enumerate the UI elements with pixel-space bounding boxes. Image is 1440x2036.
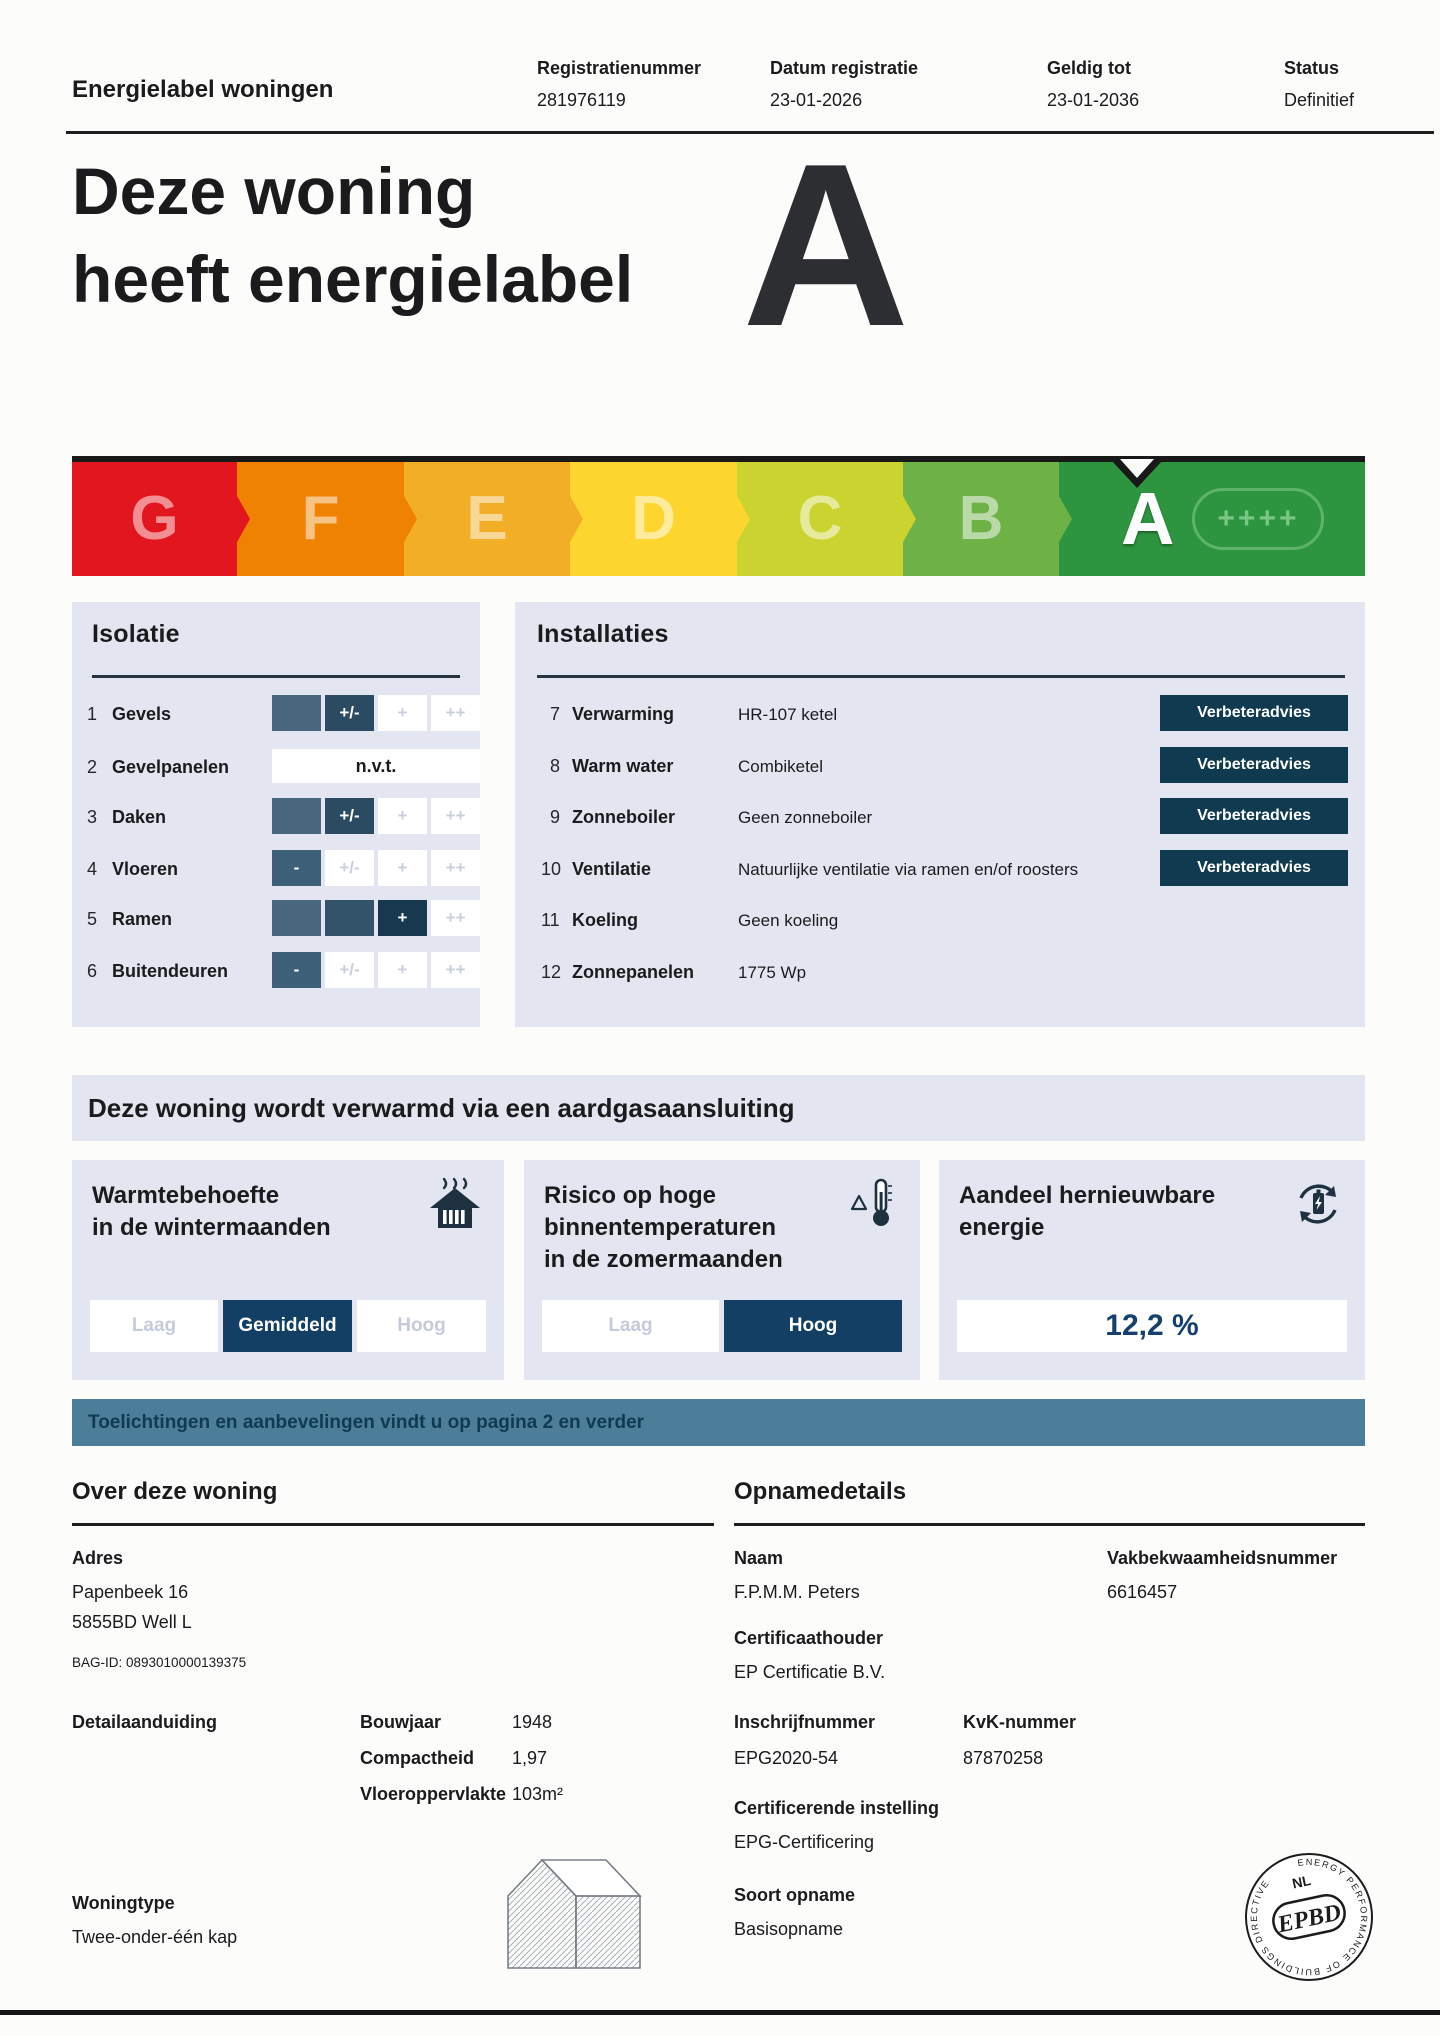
isolatie-row-number: 6 bbox=[87, 961, 98, 981]
warmtebehoefte-title bbox=[92, 1180, 331, 1244]
compactheid-label: Compactheid bbox=[360, 1748, 475, 1768]
scale-segment-e bbox=[404, 462, 570, 576]
rating-cell bbox=[272, 798, 321, 834]
installaties-row-label: Zonnepanelen bbox=[572, 962, 695, 982]
hernieuwbare-energie-panel bbox=[939, 1160, 1365, 1380]
rating-cell: + bbox=[378, 952, 427, 988]
opnamedetails-divider bbox=[734, 1523, 1365, 1526]
woningtype-label: Woningtype bbox=[72, 1893, 175, 1913]
compactheid-value: 1,97 bbox=[512, 1748, 548, 1768]
scale-segment-b bbox=[903, 462, 1059, 576]
over-deze-woning-heading: Over deze woning bbox=[72, 1478, 278, 1505]
inschrijfnummer-value: EPG2020-54 bbox=[734, 1748, 839, 1768]
registration-date-label: Datum registratie bbox=[770, 58, 919, 78]
installaties-row-value: Combiketel bbox=[738, 757, 824, 776]
installaties-row-value: Natuurlijke ventilatie via ramen en/of roosters bbox=[738, 860, 1079, 879]
registration-number-value: 281976119 bbox=[537, 90, 626, 110]
vloeroppervlakte-value: 103m² bbox=[512, 1784, 564, 1804]
isolatie-row-label: Vloeren bbox=[112, 859, 179, 879]
energy-scale bbox=[72, 456, 1365, 576]
option-gemiddeld-selected: Gemiddeld bbox=[223, 1300, 352, 1352]
installaties-row-value: Geen koeling bbox=[738, 911, 839, 930]
isolatie-row-label: Buitendeuren bbox=[112, 961, 229, 981]
isolatie-row-label: Ramen bbox=[112, 909, 173, 929]
installaties-row-number: 12 bbox=[541, 962, 562, 982]
rating-cell: +/- bbox=[325, 850, 374, 886]
installaties-row-value: Geen zonneboiler bbox=[738, 808, 873, 827]
risico-title-line2: binnentemperaturen bbox=[544, 1214, 777, 1241]
document-title: Energielabel woningen bbox=[72, 76, 334, 103]
rating-scale-buitendeuren bbox=[272, 952, 480, 988]
rating-cell-active: +/- bbox=[325, 798, 374, 834]
toelichtingen-banner bbox=[72, 1399, 1365, 1446]
scale-segment-c bbox=[737, 462, 903, 576]
verbeteradvies-button[interactable]: Verbeteradvies bbox=[1160, 695, 1348, 731]
warmtebehoefte-selector bbox=[90, 1300, 486, 1352]
installaties-row-number: 8 bbox=[550, 756, 561, 776]
rating-cell: ++ bbox=[431, 850, 480, 886]
naam-value: F.P.M.M. Peters bbox=[734, 1582, 860, 1602]
scale-letter-g: G bbox=[130, 484, 179, 553]
valid-until-value: 23-01-2036 bbox=[1047, 90, 1140, 110]
bouwjaar-value: 1948 bbox=[512, 1712, 553, 1732]
energy-label-letter: A bbox=[742, 116, 910, 375]
isolatie-row-number: 3 bbox=[87, 807, 98, 827]
vloeroppervlakte-label: Vloeroppervlakte bbox=[360, 1784, 507, 1804]
hernieuwbaar-title bbox=[959, 1180, 1215, 1244]
risico-title bbox=[544, 1180, 783, 1276]
isolatie-heading: Isolatie bbox=[92, 620, 180, 648]
adres-label: Adres bbox=[72, 1548, 124, 1568]
installaties-row-number: 11 bbox=[541, 910, 560, 930]
valid-until-label: Geldig tot bbox=[1047, 58, 1131, 78]
scale-letter-a: A bbox=[1121, 477, 1175, 560]
scale-letter-d: D bbox=[631, 484, 676, 553]
installaties-row-number: 10 bbox=[541, 859, 562, 879]
option-laag: Laag bbox=[542, 1300, 719, 1352]
installaties-row-value: 1775 Wp bbox=[738, 963, 807, 982]
gas-connection-text: Deze woning wordt verwarmd via een aardgasaansluiting bbox=[88, 1092, 795, 1123]
seal-center-text: EPBD bbox=[1275, 1899, 1344, 1939]
hero-title-line1: Deze woning bbox=[72, 154, 476, 228]
toelichtingen-text: Toelichtingen en aanbevelingen vindt u op pagina 2 en verder bbox=[88, 1411, 645, 1433]
kvk-nummer-value: 87870258 bbox=[963, 1748, 1044, 1768]
option-hoog-selected: Hoog bbox=[724, 1300, 902, 1352]
thermometer-warning-icon bbox=[846, 1176, 900, 1230]
scale-letter-b: B bbox=[958, 484, 1004, 553]
risico-title-line1: Risico op hoge bbox=[544, 1182, 717, 1209]
hernieuwbaar-title-line2: energie bbox=[959, 1214, 1045, 1241]
installaties-divider bbox=[537, 675, 1345, 678]
option-hoog: Hoog bbox=[357, 1300, 486, 1352]
installaties-row-label: Koeling bbox=[572, 910, 638, 930]
risico-title-line3: in de zomermaanden bbox=[544, 1246, 783, 1273]
rating-cell: ++ bbox=[431, 798, 480, 834]
house-sketch bbox=[490, 1840, 655, 1980]
certificaathouder-value: EP Certificatie B.V. bbox=[734, 1662, 886, 1682]
soort-opname-value: Basisopname bbox=[734, 1919, 844, 1939]
rating-scale-ramen bbox=[272, 900, 480, 936]
isolatie-row-label: Gevels bbox=[112, 704, 172, 724]
installaties-row-value: HR-107 ketel bbox=[738, 705, 838, 724]
rating-cell: + bbox=[378, 798, 427, 834]
rating-cell: +/- bbox=[325, 952, 374, 988]
certificerende-instelling-value: EPG-Certificering bbox=[734, 1832, 875, 1852]
rating-cell: + bbox=[378, 695, 427, 731]
rating-scale-vloeren bbox=[272, 850, 480, 886]
rating-scale-daken bbox=[272, 798, 480, 834]
registration-number-label: Registratienummer bbox=[537, 58, 702, 78]
hero-title-line2: heeft energielabel bbox=[72, 242, 634, 316]
warmtebehoefte-title-line2: in de wintermaanden bbox=[92, 1214, 331, 1241]
scale-letter-c: C bbox=[797, 484, 843, 553]
isolatie-panel bbox=[72, 602, 480, 1027]
vakbekwaamheidsnummer-label: Vakbekwaamheidsnummer bbox=[1107, 1548, 1338, 1568]
inschrijfnummer-label: Inschrijfnummer bbox=[734, 1712, 876, 1732]
rating-cell bbox=[325, 900, 374, 936]
adres-line1: Papenbeek 16 bbox=[72, 1582, 189, 1602]
risico-selector bbox=[542, 1300, 902, 1352]
naam-label: Naam bbox=[734, 1548, 784, 1568]
rating-cell-active: +/- bbox=[325, 695, 374, 731]
detailaanduiding-label: Detailaanduiding bbox=[72, 1712, 218, 1732]
scale-segment-f bbox=[237, 462, 404, 576]
installaties-panel bbox=[515, 602, 1365, 1027]
page-header bbox=[0, 0, 1440, 135]
installaties-row-label: Warm water bbox=[572, 756, 674, 776]
rating-scale-gevels bbox=[272, 695, 480, 731]
scale-letter-e: E bbox=[466, 484, 508, 553]
isolatie-row-label: Gevelpanelen bbox=[112, 757, 230, 777]
isolatie-row-number: 4 bbox=[87, 859, 98, 879]
woningtype-value: Twee-onder-één kap bbox=[72, 1927, 238, 1947]
soort-opname-label: Soort opname bbox=[734, 1885, 856, 1905]
certificaathouder-label: Certificaathouder bbox=[734, 1628, 884, 1648]
registration-date-value: 23-01-2026 bbox=[770, 90, 863, 110]
plus-plus-plus-plus-badge bbox=[1192, 488, 1324, 550]
certificerende-instelling-label: Certificerende instelling bbox=[734, 1798, 940, 1818]
gas-connection-banner bbox=[72, 1075, 1365, 1141]
installaties-heading: Installaties bbox=[537, 620, 669, 648]
seal-country: NL bbox=[1290, 1872, 1313, 1892]
isolatie-divider bbox=[92, 675, 460, 678]
isolatie-row-number: 2 bbox=[87, 757, 98, 777]
adres-line2: 5855BD Well L bbox=[72, 1612, 192, 1632]
bag-id: BAG-ID: 0893010000139375 bbox=[72, 1655, 247, 1670]
bouwjaar-label: Bouwjaar bbox=[360, 1712, 442, 1732]
verbeteradvies-button[interactable]: Verbeteradvies bbox=[1160, 850, 1348, 886]
installaties-row-label: Verwarming bbox=[572, 704, 675, 724]
installaties-row-number: 7 bbox=[550, 704, 561, 724]
installaties-row-number: 9 bbox=[550, 807, 561, 827]
house-radiator-icon bbox=[428, 1176, 482, 1230]
renewable-share-value: 12,2 % bbox=[957, 1300, 1347, 1352]
rating-cell bbox=[272, 695, 321, 731]
isolatie-row-number: 1 bbox=[87, 704, 98, 724]
scale-letter-f: F bbox=[301, 484, 340, 553]
current-label-marker-icon bbox=[1111, 460, 1163, 488]
seal-ring-text: ENERGY PERFORMANCE OF BUILDINGS DIRECTIVE bbox=[1248, 1856, 1370, 1978]
hernieuwbaar-title-line1: Aandeel hernieuwbare bbox=[959, 1182, 1216, 1209]
renewable-energy-icon bbox=[1291, 1176, 1345, 1230]
risico-panel bbox=[524, 1160, 920, 1380]
installaties-row-label: Ventilatie bbox=[572, 859, 652, 879]
verbeteradvies-button[interactable]: Verbeteradvies bbox=[1160, 747, 1348, 783]
page-footer-rule bbox=[0, 2010, 1440, 2015]
rating-cell-active: - bbox=[272, 952, 321, 988]
scale-segment-g bbox=[72, 462, 237, 576]
rating-cell: ++ bbox=[431, 952, 480, 988]
epbd-seal bbox=[1242, 1850, 1376, 1984]
isolatie-row-number: 5 bbox=[87, 909, 98, 929]
option-laag: Laag bbox=[90, 1300, 218, 1352]
rating-nvt-box: n.v.t. bbox=[272, 749, 480, 783]
opnamedetails-heading: Opnamedetails bbox=[734, 1478, 907, 1505]
rating-cell: + bbox=[378, 850, 427, 886]
over-deze-woning-divider bbox=[72, 1523, 714, 1526]
kvk-nummer-label: KvK-nummer bbox=[963, 1712, 1077, 1732]
status-value: Definitief bbox=[1284, 90, 1355, 110]
rating-cell-active: - bbox=[272, 850, 321, 886]
isolatie-row-label: Daken bbox=[112, 807, 167, 827]
verbeteradvies-button[interactable]: Verbeteradvies bbox=[1160, 798, 1348, 834]
badge-text: ++++ bbox=[1217, 502, 1300, 535]
rating-cell bbox=[272, 900, 321, 936]
rating-cell: ++ bbox=[431, 900, 480, 936]
vakbekwaamheidsnummer-value: 6616457 bbox=[1107, 1582, 1178, 1602]
status-label: Status bbox=[1284, 58, 1340, 78]
installaties-row-label: Zonneboiler bbox=[572, 807, 675, 827]
scale-segment-d bbox=[570, 462, 737, 576]
rating-cell-active: + bbox=[378, 900, 427, 936]
rating-cell: ++ bbox=[431, 695, 480, 731]
warmtebehoefte-title-line1: Warmtebehoefte bbox=[92, 1182, 280, 1209]
warmtebehoefte-panel bbox=[72, 1160, 504, 1380]
scale-segment-a-current bbox=[1059, 462, 1365, 576]
